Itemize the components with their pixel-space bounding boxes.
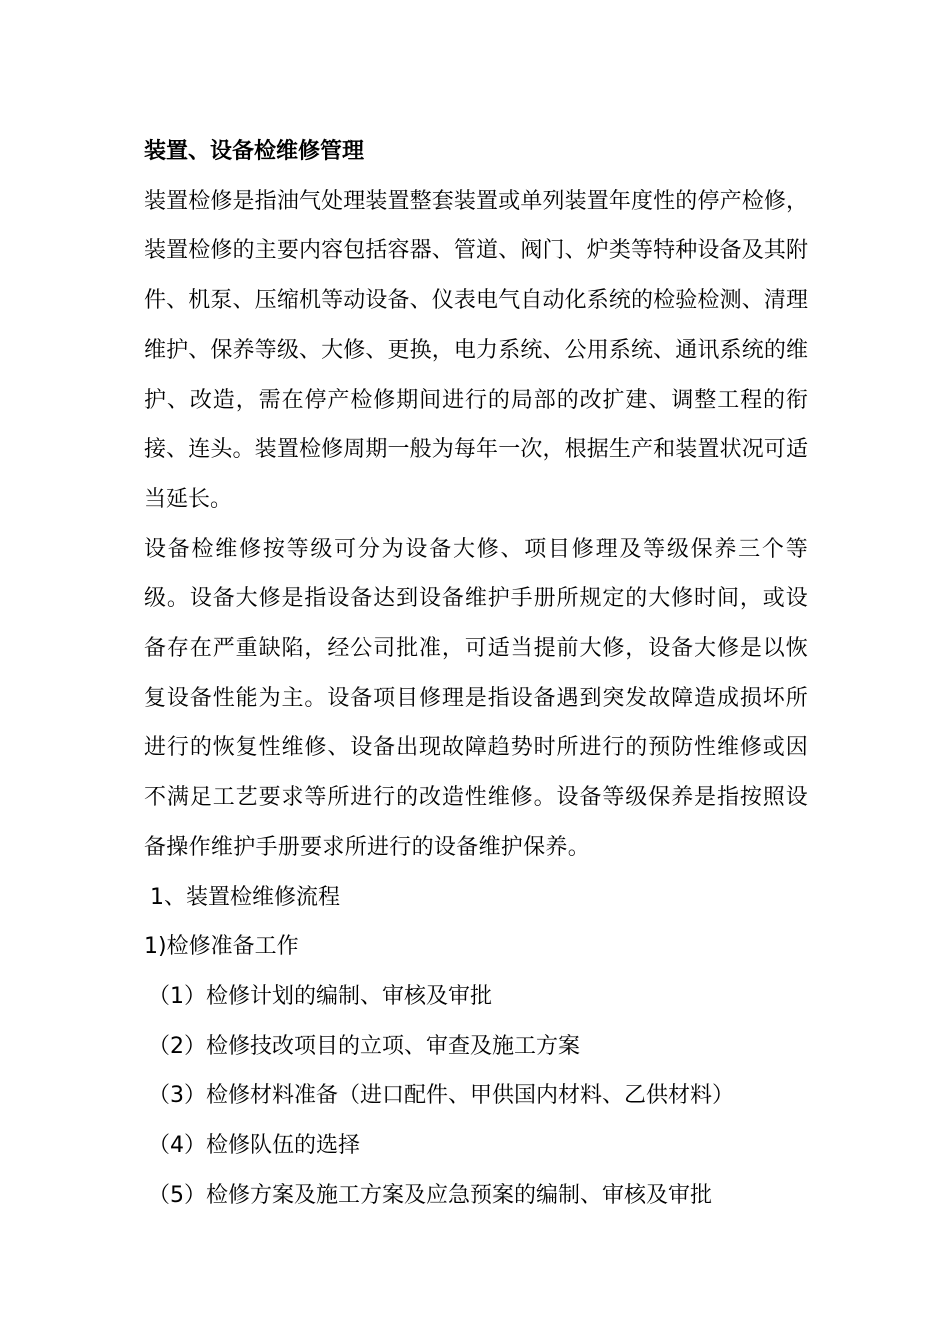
list-item: （4）检修队伍的选择	[148, 1133, 360, 1159]
list-item: （1）检修计划的编制、审核及审批	[148, 983, 492, 1009]
paragraph-maintenance-levels: 设备检维修按等级可分为设备大修、项目修理及等级保养三个等级。设备大修是指设备达到设备维护手册所规定的大修时间，或设备存在严重缺陷，经公司批准，可适当提前大修，设备大修是以恢复设备性能为主。设备项目修理是指设备遇到突发故障造成损坏所进行的恢复性维修、设备出现故障趋势时所进行的预防性维修或因不满足工艺要求等所进行的改造性维修。设备等级保养是指按照设备操作维护手册要求所进行的设备维护保养。	[144, 536, 808, 860]
subsection-heading: 1)检修准备工作	[144, 934, 299, 960]
section-heading: 1、装置检维修流程	[150, 884, 340, 910]
list-item: （2）检修技改项目的立项、审查及施工方案	[148, 1033, 580, 1059]
document-body	[144, 127, 808, 1220]
document-title: 装置、设备检维修管理	[144, 139, 365, 164]
paragraph-overhaul-definition: 装置检修是指油气处理装置整套装置或单列装置年度性的停产检修，装置检修的主要内容包括容器、管道、阀门、炉类等特种设备及其附件、机泵、压缩机等动设备、仪表电气自动化系统的检验检测、清理维护、保养等级、大修、更换，电力系统、公用系统、通讯系统的维护、改造，需在停产检修期间进行的局部的改扩建、调整工程的衔接、连头。装置检修周期一般为每年一次，根据生产和装置状况可适当延长。	[144, 188, 808, 512]
list-item: （3）检修材料准备（进口配件、甲供国内材料、乙供材料）	[148, 1083, 734, 1109]
list-item: （5）检修方案及施工方案及应急预案的编制、审核及审批	[148, 1182, 712, 1208]
